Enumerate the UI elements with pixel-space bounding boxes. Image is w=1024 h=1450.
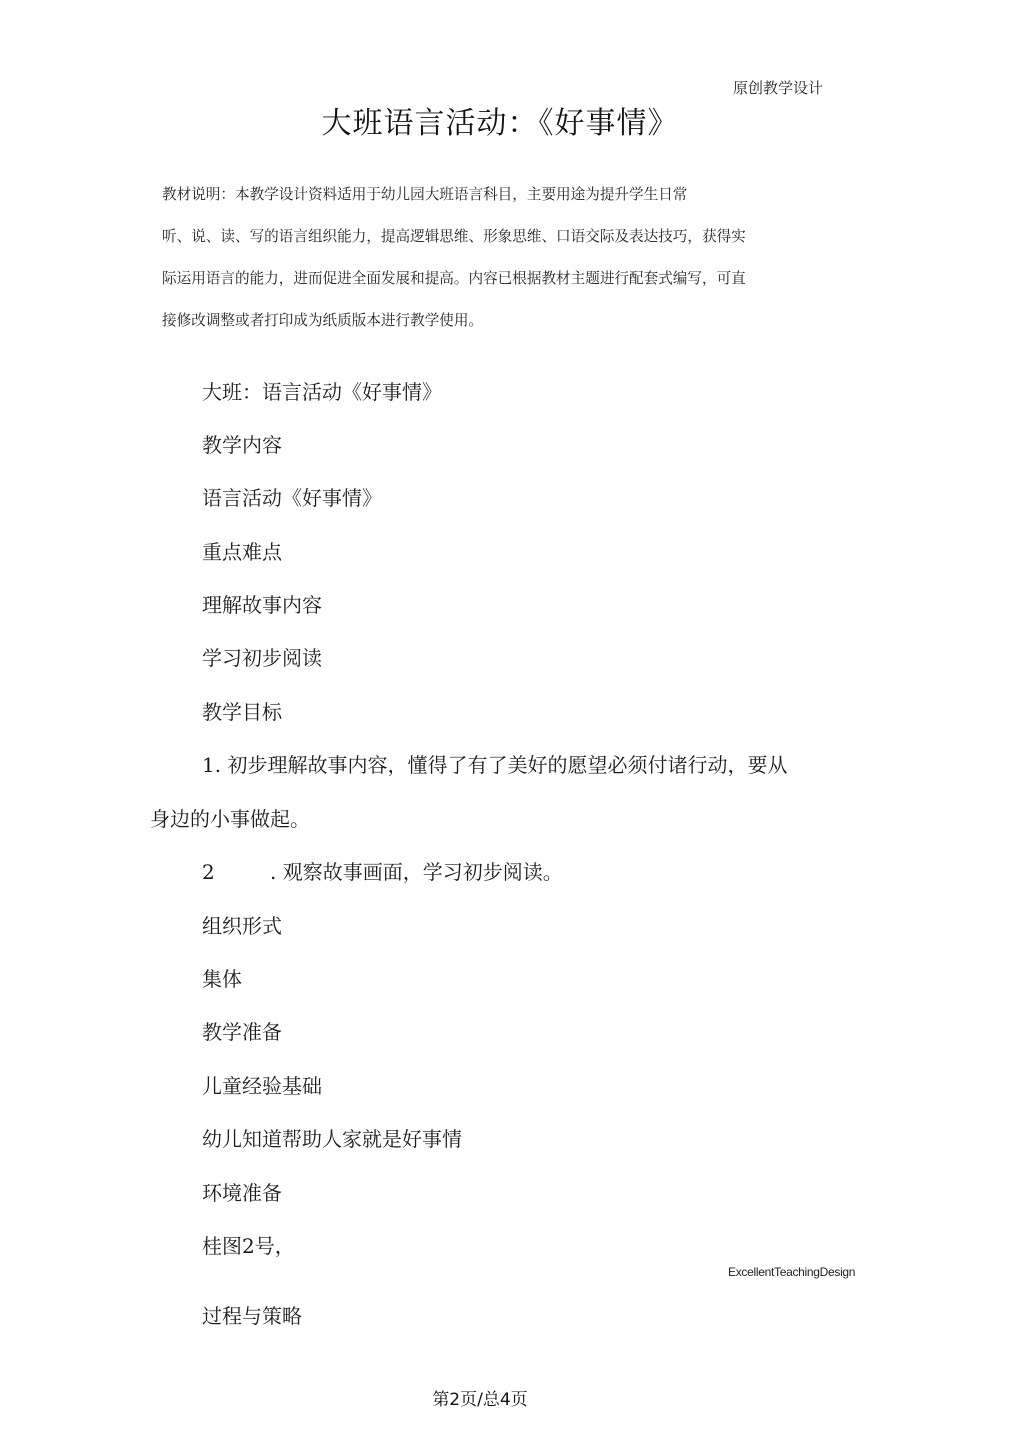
preparation-heading: 教学准备 [202,1020,282,1044]
process-heading: 过程与策略 [202,1304,302,1328]
goal-item-1-continuation: 身边的小事做起。 [150,807,310,831]
class-title: 大班：语言活动《好事情》 [202,380,442,404]
goal-text: . 初步理解故事内容，懂得了有了美好的愿望必须付诸行动，要从 [214,753,788,777]
intro-line: 教材说明：本教学设计资料适用于幼儿园大班语言科目，主要用途为提升学生日常 [162,186,688,203]
organization: 集体 [202,967,242,991]
key-point-item: 学习初步阅读 [202,646,322,670]
document-title: 大班语言活动：《好事情》 [321,106,679,141]
environment-heading: 环境准备 [202,1181,282,1205]
intro-paragraph [162,174,852,342]
goal-text: . 观察故事画面，学习初步阅读。 [270,860,563,884]
intro-line: 际运用语言的能力，进而促进全面发展和提高。内容已根据教材主题进行配套式编写，可直 [162,270,746,287]
goal-number: 2 [202,860,215,884]
teaching-content: 语言活动《好事情》 [202,486,382,510]
environment: 桂图2号， [202,1234,295,1258]
goal-item-1 [202,750,787,780]
header-label: 原创教学设计 [733,79,824,97]
experience-heading: 儿童经验基础 [202,1074,322,1098]
goal-number: 1 [202,753,215,777]
intro-line: 听、说、读、写的语言组织能力，提高逻辑思维、形象思维、口语交际及表达技巧，获得实 [162,228,746,245]
key-point-item: 理解故事内容 [202,593,322,617]
intro-line: 接修改调整或者打印成为纸质版本进行教学使用。 [162,312,484,329]
page-indicator: 第2页/总4页 [432,1390,528,1410]
key-points-heading: 重点难点 [202,540,282,564]
footer-brand: ExcellentTeachingDesign [728,1265,856,1279]
experience: 幼儿知道帮助人家就是好事情 [202,1127,462,1151]
organization-heading: 组织形式 [202,914,282,938]
goals-heading: 教学目标 [202,700,282,724]
goal-item-2 [202,857,563,887]
teaching-content-heading: 教学内容 [202,433,282,457]
